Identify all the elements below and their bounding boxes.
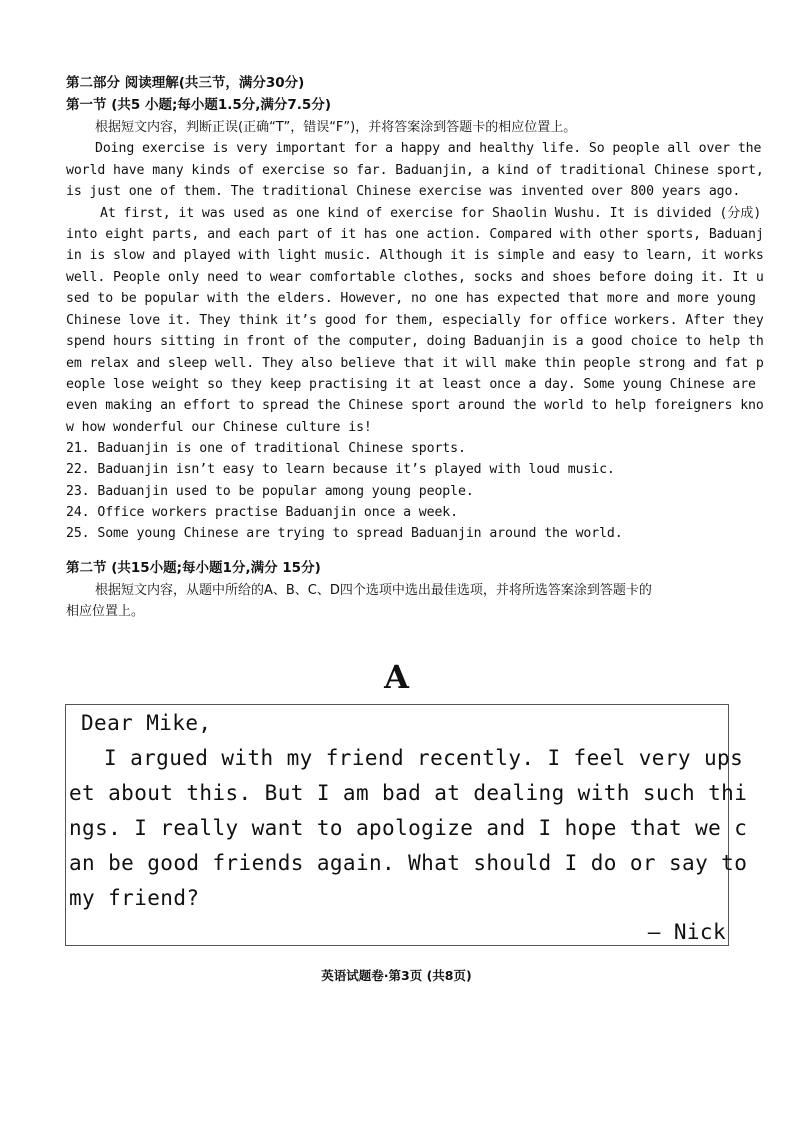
passage-line: Chinese love it. They think it’s good for them, especially for office workers. After they (66, 313, 764, 328)
passage-line: into eight parts, and each part of it has one action. Compared with other sports, Baduanj (66, 227, 764, 242)
section2-instruction-line2: 相应位置上。 (66, 604, 145, 619)
passage-line: spend hours sitting in front of the computer, doing Baduanjin is a good choice to help th (66, 334, 764, 349)
question-item: 22. Baduanjin isn’t easy to learn because it’s played with loud music. (66, 462, 615, 477)
passage-line: At first, it was used as one kind of exercise for Shaolin Wushu. It is divided (分成) (100, 206, 762, 221)
question-item: 23. Baduanjin used to be popular among young people. (66, 484, 474, 499)
passage-line: world have many kinds of exercise so far. Baduanjin, a kind of traditional Chinese sport, (66, 163, 764, 178)
passage-line: well. People only need to wear comfortable clothes, socks and shoes before doing it. It u (66, 270, 764, 285)
part-title: 第二部分 阅读理解(共三节，满分30分) (66, 75, 305, 91)
question-item: 25. Some young Chinese are trying to spread Baduanjin around the world. (66, 526, 623, 541)
letter-greeting: Dear Mike, (81, 711, 212, 735)
letter-line: my friend? (69, 886, 200, 910)
passage-label: A (384, 658, 409, 696)
passage-line: eople lose weight so they keep practising it at least once a day. Some young Chinese are (66, 377, 756, 392)
passage-line: even making an effort to spread the Chinese sport around the world to help foreigners kno (66, 398, 764, 413)
section1-header: 第一节 (共5 小题;每小题1.5分,满分7.5分) (66, 97, 331, 113)
question-item: 21. Baduanjin is one of traditional Chinese sports. (66, 441, 466, 456)
passage-line: is just one of them. The traditional Chinese exercise was invented over 800 years ago. (66, 184, 741, 199)
section2-instruction-line1: 根据短文内容，从题中所给的A、B、C、D四个选项中选出最佳选项，并将所选答案涂到答题卡的 (95, 583, 652, 598)
passage-line: Doing exercise is very important for a happy and healthy life. So people all over the (95, 141, 762, 156)
question-item: 24. Office workers practise Baduanjin once a week. (66, 505, 458, 520)
passage-line: sed to be popular with the elders. However, no one has expected that more and more young (66, 291, 756, 306)
letter-line: ngs. I really want to apologize and I hope that we c (69, 816, 748, 840)
letter-signature: — Nick (647, 920, 726, 944)
passage-line: em relax and sleep well. They also believe that it will make thin people strong and fat p (66, 356, 764, 371)
page-footer: 英语试题卷·第3页 (共8页) (321, 968, 472, 983)
letter-line: et about this. But I am bad at dealing with such thi (69, 781, 748, 805)
letter-box (65, 704, 748, 946)
section1-instruction: 根据短文内容，判断正误(正确“T”，错误“F”)，并将答案涂到答题卡的相应位置上。 (95, 120, 577, 135)
letter-line: I argued with my friend recently. I feel very ups (104, 746, 744, 770)
passage-line: in is slow and played with light music. Although it is simple and easy to learn, it works (66, 248, 764, 263)
letter-line: an be good friends again. What should I do or say to (69, 851, 748, 875)
section2-header: 第二节 (共15小题;每小题1分,满分 15分) (66, 560, 321, 576)
passage-line: w how wonderful our Chinese culture is! (66, 420, 372, 435)
